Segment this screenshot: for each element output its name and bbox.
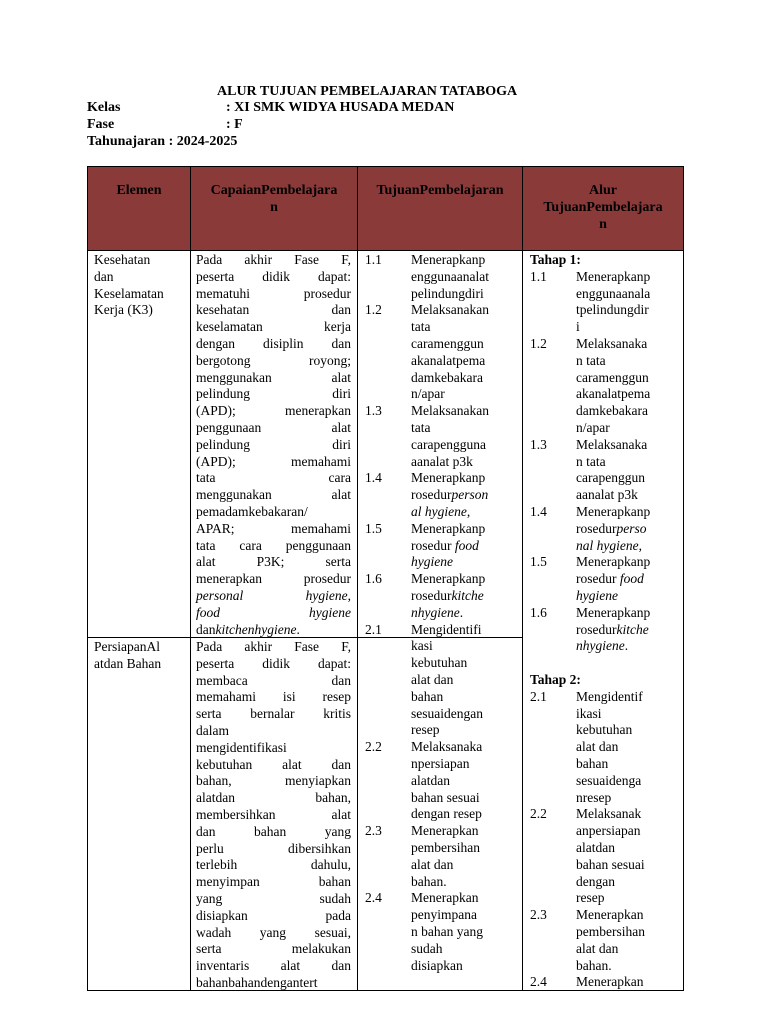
capaian-line: bahanbahandengantert [196, 974, 318, 990]
item-number: 1.2 [365, 302, 382, 318]
item-text-line: tata [411, 319, 431, 335]
header-tujuan-line: TujuanPembelajaran [376, 183, 504, 198]
item-text-line: Menerapkanp [576, 554, 651, 570]
header-alur [523, 183, 683, 233]
table-header-divider [87, 250, 684, 251]
item-text-line: anpersiapan [576, 823, 641, 839]
capaian-line: mengidentifikasi [196, 739, 287, 755]
item-text-line: hygiene [411, 554, 453, 570]
capaian-line: penggunaan alat [196, 419, 351, 435]
header-capaian [191, 183, 357, 217]
item-number: 2.3 [365, 823, 382, 839]
item-text-line: carapengguna [411, 436, 486, 452]
capaian-line: wadah yang sesuai, [196, 924, 351, 940]
item-number: 2.1 [530, 688, 547, 704]
item-text-line: caramenggun [411, 336, 484, 351]
elemen-line: PersiapanAl [94, 639, 160, 654]
item-number: 1.5 [530, 554, 547, 570]
item-number: 1.4 [530, 504, 547, 519]
capaian-line: (APD); memahami [196, 453, 351, 469]
meta-label-kelas: Kelas [87, 100, 121, 115]
item-text-line: rosedurperson [411, 487, 489, 503]
item-text-line: nal hygiene, [576, 537, 642, 553]
table-border-top [87, 166, 684, 167]
table-border-right [683, 166, 684, 991]
item-number: 1.6 [530, 604, 547, 620]
capaian-line: menggunakan alat [196, 369, 351, 385]
item-text-line: sudah [411, 940, 443, 956]
item-text-line: Melaksanaka [576, 336, 648, 351]
capaian-line: pemadamkebakaran/ [196, 503, 308, 519]
item-text-line: bahan. [411, 873, 447, 889]
item-text-line: disiapkan [411, 957, 463, 973]
item-text-line: npersiapan [411, 756, 470, 771]
item-text-line: damkebakara [576, 403, 648, 419]
item-text-line: Menerapkan [411, 890, 479, 906]
item-text-line: akanalatpema [411, 352, 486, 368]
item-text-line: carapenggun [576, 470, 645, 486]
item-text-line: Menerapkan [576, 974, 644, 990]
meta-value-kelas: : XI SMK WIDYA HUSADA MEDAN [226, 100, 455, 115]
header-capaian-line: CapaianPembelajara [210, 183, 338, 198]
capaian-line: bahan, menyiapkan [196, 773, 351, 789]
item-number: 1.3 [530, 436, 547, 452]
item-text-line: bahan [576, 756, 609, 771]
capaian-line: terlebih dahulu, [196, 857, 351, 873]
capaian-line: alatdan bahan, [196, 790, 351, 806]
capaian-line: membersihkan alat [196, 806, 351, 822]
item-text-line: n tata [576, 352, 606, 368]
capaian-line: pelindung diri [196, 386, 351, 402]
item-text-line: alatdan [576, 840, 615, 855]
capaian-line: mematuhi prosedur [196, 285, 351, 301]
item-number: 1.1 [365, 252, 382, 267]
elemen-line: Kerja (K3) [94, 302, 153, 318]
capaian-line: dan bahan yang [196, 823, 351, 839]
item-text-line: Menerapkanp [576, 604, 651, 620]
table-divider [357, 166, 358, 991]
capaian-line: serta melakukan [196, 941, 351, 957]
capaian-line: dalam [196, 722, 229, 738]
item-text-line: caramenggun [576, 369, 649, 385]
capaian-line: menggunakan alat [196, 487, 351, 503]
item-number: 1.4 [365, 470, 382, 486]
capaian-line: kesehatan dan [196, 302, 351, 318]
header-alur-line: Alur [589, 183, 617, 198]
capaian-line: APAR; memahami [196, 520, 351, 536]
item-number: 1.2 [530, 336, 547, 351]
capaian-line: pelindung diri [196, 436, 351, 452]
tahap-heading: Tahap 1: [530, 252, 581, 267]
item-text-line: Menerapkanp [411, 571, 486, 587]
item-text-line: bahan sesuai [576, 856, 645, 872]
item-text-line: enggunaanala [576, 285, 651, 301]
item-text-line: dengan [576, 873, 615, 889]
item-text-line: Menerapkanp [411, 470, 486, 486]
item-text-line: rosedur food [576, 571, 644, 587]
header-elemen-line: Elemen [116, 183, 162, 198]
capaian-line: peserta didik dapat: [196, 655, 351, 671]
capaian-line: membaca dan [196, 672, 351, 688]
item-text-line: n tata [576, 453, 606, 469]
item-text-line: tpelindungdir [576, 302, 649, 318]
item-number: 2.4 [530, 974, 547, 990]
item-number: 2.1 [365, 621, 382, 637]
capaian-line: yang sudah [196, 890, 351, 906]
elemen-line: dan [94, 268, 114, 284]
item-number: 1.6 [365, 571, 382, 587]
capaian-line: kebutuhan alat dan [196, 756, 351, 772]
item-text-line: nhygiene. [411, 604, 464, 620]
item-text-line: rosedurkitche [576, 621, 649, 637]
capaian-line: personal hygiene, [196, 587, 351, 603]
item-text-line: alat dan [411, 672, 454, 687]
item-text-line: alat dan [411, 856, 454, 872]
item-text-line: kasi [411, 638, 433, 654]
capaian-line: peserta didik dapat: [196, 268, 351, 284]
item-text-line: n/apar [576, 420, 610, 435]
item-text-line: resep [576, 890, 605, 906]
item-text-line: Melaksanak [576, 806, 642, 822]
item-text-line: enggunaanalat [411, 268, 489, 284]
item-text-line: Melaksanaka [411, 739, 483, 755]
item-text-line: Mengidentifi [411, 621, 482, 637]
tahap-heading: Tahap 2: [530, 672, 581, 687]
item-text-line: ikasi [576, 705, 602, 721]
item-text-line: pembersihan [576, 924, 645, 939]
item-number: 2.3 [530, 907, 547, 923]
capaian-line: alat P3K; serta [196, 554, 351, 570]
item-text-line: Menerapkanp [576, 268, 651, 284]
header-elemen [88, 183, 190, 200]
item-text-line: Menerapkanp [411, 252, 486, 267]
capaian-line: Pada akhir Fase F, [196, 252, 351, 267]
item-text-line: al hygiene, [411, 504, 471, 519]
capaian-line: disiapkan pada [196, 907, 351, 923]
elemen-line: atdan Bahan [94, 655, 162, 671]
item-number: 1.1 [530, 268, 547, 284]
item-text-line: aanalat p3k [576, 487, 638, 503]
item-text-line: hygiene [576, 588, 618, 603]
item-text-line: alatdan [411, 772, 450, 788]
capaian-line: tata cara [196, 470, 351, 486]
item-number: 2.4 [365, 890, 382, 906]
elemen-cell-k3 [94, 252, 164, 319]
item-text-line: Menerapkan [411, 823, 479, 839]
item-text-line: Menerapkan [576, 907, 644, 923]
capaian-line: (APD); menerapkan [196, 403, 351, 419]
item-text-line: Menerapkanp [411, 520, 486, 536]
item-text-line: Melaksanakan [411, 302, 489, 318]
header-capaian-line: n [270, 199, 278, 215]
capaian-line: perlu dibersihkan [196, 840, 351, 856]
table-border-left [87, 166, 88, 991]
item-text-line: bahan [411, 688, 444, 704]
item-text-line: bahan. [576, 957, 612, 973]
capaian-line: menerapkan prosedur [196, 571, 351, 587]
header-alur-line: TujuanPembelajara [543, 199, 663, 215]
capaian-line: memahami isi resep [196, 689, 351, 705]
tujuan-cell [365, 252, 515, 990]
elemen-line: Keselamatan [94, 285, 164, 301]
meta-value-fase: : F [226, 117, 243, 132]
item-text-line: alat dan [576, 739, 619, 755]
item-text-line: penyimpana [411, 907, 477, 923]
item-text-line: dengan resep [411, 806, 482, 822]
item-text-line: Menerapkanp [576, 504, 651, 519]
header-alur-line: n [599, 216, 607, 232]
item-text-line: kebutuhan [576, 722, 633, 738]
capaian-line: serta bernalar kritis [196, 706, 351, 722]
alur-cell [530, 252, 678, 990]
item-text-line: pembersihan [411, 840, 480, 855]
elemen-cell-persiapan [94, 639, 161, 673]
item-text-line: rosedurkitche [411, 588, 484, 603]
meta-label-fase: Fase [87, 117, 115, 132]
item-number: 2.2 [530, 806, 547, 822]
capaian-cell-persiapan [196, 639, 351, 992]
item-text-line: akanalatpema [576, 386, 651, 402]
capaian-line: food hygiene [196, 604, 351, 620]
capaian-line: dengan disiplin dan [196, 335, 351, 351]
capaian-line: dankitchenhygiene. [196, 621, 300, 637]
item-text-line: resep [411, 722, 440, 738]
table-divider [522, 166, 523, 991]
item-text-line: bahan sesuai [411, 789, 480, 805]
item-text-line: i [576, 319, 580, 335]
capaian-line: inventaris alat dan [196, 958, 351, 974]
meta-label-tahunajaran: Tahunajaran : 2024-2025 [87, 134, 238, 149]
item-text-line: n bahan yang [411, 924, 483, 939]
item-text-line: damkebakara [411, 369, 483, 385]
table-divider [190, 166, 191, 991]
item-number: 2.2 [365, 739, 382, 755]
item-text-line: sesuaidenga [576, 772, 642, 788]
item-text-line: rosedur food [411, 537, 479, 553]
item-text-line: sesuaidengan [411, 705, 483, 721]
item-number: 1.5 [365, 520, 382, 536]
item-text-line: rosedurperso [576, 520, 647, 536]
item-text-line: alat dan [576, 940, 619, 956]
document-title: ALUR TUJUAN PEMBELAJARAN TATABOGA [217, 84, 518, 99]
header-tujuan [358, 183, 522, 200]
item-text-line: nresep [576, 789, 612, 805]
item-text-line: Melaksanaka [576, 436, 648, 452]
capaian-line: keselamatan kerja [196, 319, 351, 335]
item-text-line: pelindungdiri [411, 285, 484, 301]
item-text-line: aanalat p3k [411, 453, 473, 469]
item-text-line: tata [411, 420, 431, 435]
item-number: 1.3 [365, 403, 382, 419]
item-text-line: nhygiene. [576, 638, 629, 654]
capaian-line: bergotong royong; [196, 352, 351, 368]
item-text-line: Melaksanakan [411, 403, 489, 419]
item-text-line: kebutuhan [411, 655, 468, 671]
capaian-line: menyimpan bahan [196, 874, 351, 890]
item-text-line: n/apar [411, 386, 445, 402]
capaian-line: Pada akhir Fase F, [196, 639, 351, 654]
capaian-line: tata cara penggunaan [196, 537, 351, 553]
item-text-line: Mengidentif [576, 688, 643, 704]
capaian-cell-k3 [196, 252, 351, 638]
elemen-line: Kesehatan [94, 252, 151, 267]
